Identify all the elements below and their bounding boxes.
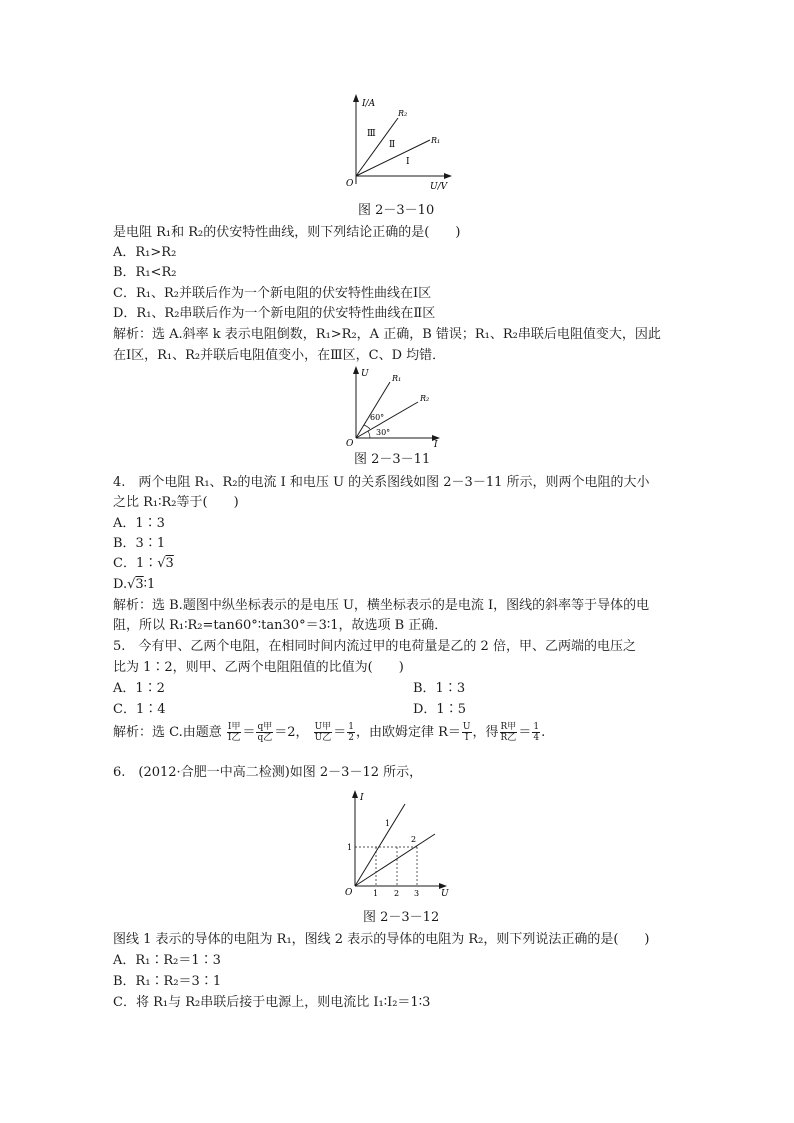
sqrt-radicand: 3	[135, 577, 144, 592]
sqrt-symbol: √	[157, 556, 166, 571]
x-tick-label: 2	[394, 889, 400, 898]
option-c: C．R₁、R₂并联后作为一个新电阻的伏安特性曲线在Ⅰ区	[113, 286, 432, 301]
option-d-suffix: ∶1	[143, 577, 156, 592]
end-punctuation: .	[541, 725, 546, 740]
line-r2-label: R₂	[420, 394, 430, 403]
analysis-prefix: 解析：选 C.由题意	[113, 725, 222, 740]
fraction-den: I	[464, 733, 469, 743]
option-b: B．1∶3	[413, 681, 466, 696]
angle-30-label: 30°	[376, 428, 391, 437]
fraction-charge	[256, 722, 273, 743]
axis-x-label: U	[441, 889, 449, 899]
fraction-den: q乙	[257, 733, 273, 743]
figure-2-3-10	[330, 92, 460, 196]
y-axis-arrow	[353, 366, 359, 374]
axis-x-label: U/V	[430, 182, 448, 192]
option-c	[113, 555, 174, 573]
question-stem: 5. 今有甲、乙两个电阻，在相同时间内流过甲的电荷量是乙的 2 倍，甲、乙两端的电压之	[113, 639, 636, 654]
option-a: A．1∶3	[113, 516, 165, 531]
origin-label: O	[345, 888, 353, 898]
figure-2-3-12	[335, 786, 460, 904]
question-stem: 4. 两个电阻 R₁、R₂的电流 I 和电压 U 的关系图线如图 2－3－11 所示，则两个电阻的大小	[113, 475, 650, 490]
option-d	[113, 576, 155, 594]
axis-x-label: I	[434, 440, 438, 450]
angle-arc-30	[368, 431, 370, 438]
question-stem: 比为 1∶2，则甲、乙两个电阻阻值的比值为( )	[113, 660, 404, 675]
origin-label: O	[346, 439, 354, 449]
analysis-line: 在Ⅰ区，R₁、R₂并联后电阻值变小，在Ⅲ区，C、D 均错．	[113, 348, 446, 363]
line-r1-label: R₁	[392, 374, 402, 383]
question-stem: 是电阻 R₁和 R₂的伏安特性曲线，则下列结论正确的是( )	[113, 225, 461, 240]
region-3-label: Ⅲ	[367, 129, 376, 139]
y-axis-arrow	[353, 94, 359, 102]
analysis-line: 解析：选 B.题图中纵坐标表示的是电压 U，横坐标表示的是电流 I，图线的斜率等于导体的电	[113, 598, 650, 613]
fraction-num: I甲	[227, 722, 241, 732]
fraction-num: U	[462, 722, 471, 732]
fraction-num: R甲	[500, 722, 517, 732]
axis-y-label: U	[361, 369, 369, 379]
figure-caption: 图 2－3－11	[354, 452, 431, 467]
option-d: D．1∶5	[413, 702, 466, 717]
x-tick-label: 1	[373, 889, 379, 898]
angle-60-label: 60°	[370, 413, 385, 422]
fraction-half	[347, 722, 355, 743]
region-2-label: Ⅱ	[389, 140, 396, 150]
analysis-line: 解析：选 A.斜率 k 表示电阻倒数，R₁>R₂，A 正确，B 错误；R₁、R₂串联后电阻值变大，因此	[113, 327, 661, 342]
fraction-quarter	[532, 722, 540, 743]
figure-caption: 图 2－3－12	[363, 910, 440, 925]
sqrt-radicand: 3	[165, 556, 174, 571]
y-tick-label: 1	[347, 843, 353, 852]
option-b: B．3∶1	[113, 536, 166, 551]
analysis-get: ，得	[472, 725, 499, 740]
option-a: A．1∶2	[113, 681, 165, 696]
fraction-den: 2	[348, 733, 354, 743]
fraction-num: q甲	[257, 722, 273, 732]
axis-y-label: I	[360, 793, 364, 803]
question-stem: 之比 R₁∶R₂等于( )	[113, 495, 239, 510]
line-r1-label: R₁	[431, 136, 441, 145]
option-a: A．R₁∶R₂＝1∶3	[113, 953, 221, 968]
line-1	[355, 804, 405, 886]
option-c: C．1∶4	[113, 702, 166, 717]
fraction-den: R乙	[500, 733, 517, 743]
figure-caption: 图 2－3－10	[358, 203, 435, 218]
option-d-prefix: D.	[113, 577, 128, 592]
fraction-den: I乙	[227, 733, 241, 743]
axis-y-label: I/A	[362, 99, 376, 109]
equals: ＝	[242, 725, 256, 740]
x-axis-arrow	[444, 173, 452, 179]
origin-label: O	[346, 179, 354, 189]
x-tick-label: 3	[414, 889, 420, 898]
fraction-den: U乙	[314, 733, 332, 743]
fraction-voltage	[314, 722, 333, 743]
analysis-eq1: ＝2，	[274, 725, 309, 740]
option-b: B．R₁<R₂	[113, 265, 177, 280]
analysis-eq3: ＝	[518, 725, 532, 740]
region-1-label: Ⅰ	[406, 157, 410, 167]
angle-arc-60	[364, 425, 370, 429]
sqrt-symbol: √	[127, 577, 136, 592]
line-1-label: 1	[385, 819, 391, 828]
fraction-resistance	[500, 722, 518, 743]
option-b: B．R₁∶R₂＝3∶1	[113, 974, 222, 989]
option-c: C．将 R₁与 R₂串联后接于电源上，则电流比 I₁∶I₂＝1∶3	[113, 995, 431, 1010]
line-2	[355, 834, 435, 886]
fraction-current	[227, 722, 242, 743]
fraction-num: U甲	[314, 722, 332, 732]
y-axis-arrow	[352, 790, 358, 798]
option-c-prefix: C．1∶	[113, 556, 158, 571]
question-stem: 图线 1 表示的导体的电阻为 R₁，图线 2 表示的导体的电阻为 R₂，则下列说法正确的是( )	[113, 932, 650, 947]
option-d: D．R₁、R₂串联后作为一个新电阻的伏安特性曲线在Ⅱ区	[113, 306, 436, 321]
fraction-ohm	[462, 722, 472, 743]
figure-2-3-11	[340, 364, 450, 450]
analysis-mid: ，由欧姆定律 R＝	[356, 725, 461, 740]
line-2-label: 2	[411, 835, 417, 844]
analysis-line: 阻，所以 R₁∶R₂=tan60°∶tan30°＝3∶1，故选项 B 正确．	[113, 618, 448, 633]
question-stem: 6. (2012·合肥一中高二检测)如图 2－3－12 所示，	[113, 765, 423, 780]
fraction-den: 4	[533, 733, 540, 743]
fraction-num: 1	[348, 722, 354, 732]
fraction-num: 1	[533, 722, 540, 732]
line-r2-label: R₂	[398, 109, 408, 118]
analysis-eq2: ＝	[333, 725, 347, 740]
option-a: A．R₁>R₂	[113, 245, 177, 260]
analysis-line	[113, 720, 545, 746]
